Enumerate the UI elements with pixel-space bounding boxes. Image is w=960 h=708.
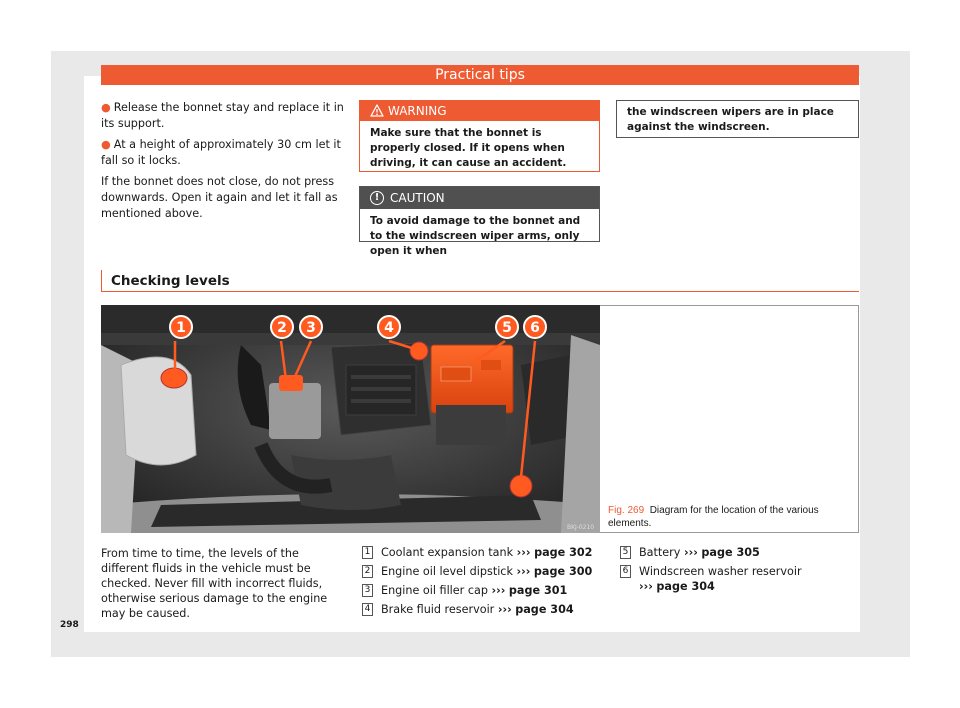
svg-text:5: 5 xyxy=(502,320,512,336)
callout-1 xyxy=(170,316,192,338)
page-link[interactable]: page 302 xyxy=(534,546,593,559)
legend-number: 5 xyxy=(620,546,631,559)
svg-text:1: 1 xyxy=(176,320,186,336)
section-title: Checking levels xyxy=(101,270,859,292)
svg-text:6: 6 xyxy=(530,320,540,336)
section-header: Practical tips xyxy=(101,65,859,85)
caution-header xyxy=(360,187,599,209)
legend-number: 4 xyxy=(362,603,373,616)
figure-code: BKJ-0210 xyxy=(567,524,595,531)
callout-2 xyxy=(271,316,293,338)
callout-4 xyxy=(378,316,400,338)
legend-list-left xyxy=(362,543,602,619)
legend-number: 3 xyxy=(362,584,373,597)
figure-number: Fig. 269 xyxy=(608,505,645,516)
svg-text:4: 4 xyxy=(384,320,394,336)
page-link[interactable]: page 304 xyxy=(515,603,574,616)
warning-header xyxy=(360,101,599,121)
warning-text: Make sure that the bonnet is properly closed. If it opens when driving, it can cause an accident. xyxy=(370,127,567,169)
caution-continuation: the windscreen wipers are in place against the windscreen. xyxy=(616,100,859,138)
bullet-item: ● Release the bonnet stay and replace it in its support. xyxy=(101,101,344,130)
figure-caption xyxy=(608,504,858,530)
svg-text:2: 2 xyxy=(277,320,287,336)
legend-item: 2 Engine oil level dipstick ››› page 300 xyxy=(362,562,602,581)
legend-number: 6 xyxy=(620,565,631,578)
page-link[interactable]: page 304 xyxy=(656,580,715,593)
caution-box xyxy=(359,186,600,257)
callout-3 xyxy=(300,316,322,338)
warning-box xyxy=(359,100,600,172)
caution-text: To avoid damage to the bonnet and to the windscreen wiper arms, only open it when xyxy=(370,215,581,257)
caution-title: CAUTION xyxy=(390,191,445,205)
bullet-item: ● At a height of approximately 30 cm let it fall so it locks. xyxy=(101,138,341,167)
instruction-paragraph: If the bonnet does not close, do not press downwards. Open it again and let it fall as mentioned above. xyxy=(101,175,338,220)
legend-item: 6 Windscreen washer reservoir ››› page 304 xyxy=(620,564,858,594)
levels-paragraph: From time to time, the levels of the different fluids in the vehicle must be checked. Never fill with incorrect fluids, otherwise serious damage to the engine may be caused. xyxy=(101,547,328,620)
legend-item: 5 Battery ››› page 305 xyxy=(620,543,858,562)
bullet-icon: ● xyxy=(101,138,111,151)
warning-title: WARNING xyxy=(388,104,447,118)
legend-number: 1 xyxy=(362,546,373,559)
page-number: 298 xyxy=(60,620,79,630)
engine-bay-photo xyxy=(101,305,600,533)
instructions-column xyxy=(101,100,345,227)
bullet-icon: ● xyxy=(101,101,111,114)
legend-item: 4 Brake fluid reservoir ››› page 304 xyxy=(362,600,602,619)
legend-item: 1 Coolant expansion tank ››› page 302 xyxy=(362,543,602,562)
callout-6 xyxy=(524,316,546,338)
warning-triangle-icon xyxy=(370,104,384,117)
figure-caption-text: Diagram for the location of the various elements. xyxy=(608,505,819,529)
callout-5 xyxy=(496,316,518,338)
legend-number: 2 xyxy=(362,565,373,578)
page-link[interactable]: page 305 xyxy=(701,546,760,559)
page-link[interactable]: page 301 xyxy=(508,584,568,597)
svg-text:3: 3 xyxy=(306,320,316,336)
caution-info-icon: ! xyxy=(370,191,384,205)
page-link[interactable]: page 300 xyxy=(533,565,593,578)
legend-item: 3 Engine oil filler cap ››› page 301 xyxy=(362,581,602,600)
legend-list-right xyxy=(620,543,858,594)
